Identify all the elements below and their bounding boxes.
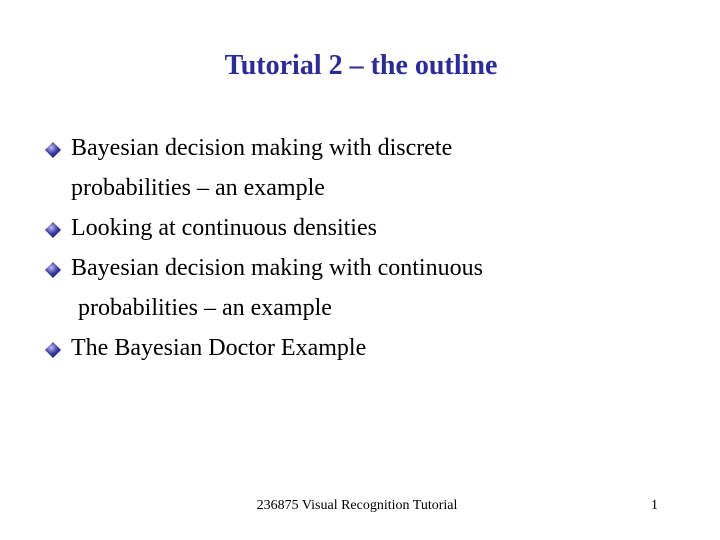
bullet-text: probabilities – an example (78, 295, 332, 321)
bullet-text: Bayesian decision making with continuous (71, 255, 483, 281)
bullet-text: Bayesian decision making with discrete (71, 135, 453, 161)
diamond-bullet-icon (44, 341, 62, 359)
bullet-text: The Bayesian Doctor Example (71, 335, 367, 361)
slide-title: Tutorial 2 – the outline (224, 50, 498, 81)
diamond-bullet-icon (44, 221, 62, 239)
page-number: 1 (651, 498, 658, 513)
footer-text: 236875 Visual Recognition Tutorial (256, 498, 458, 513)
bullet-text: Looking at continuous densities (71, 215, 377, 241)
bullet-text: probabilities – an example (71, 175, 325, 201)
diamond-bullet-icon (44, 261, 62, 279)
diamond-bullet-icon (44, 141, 62, 159)
